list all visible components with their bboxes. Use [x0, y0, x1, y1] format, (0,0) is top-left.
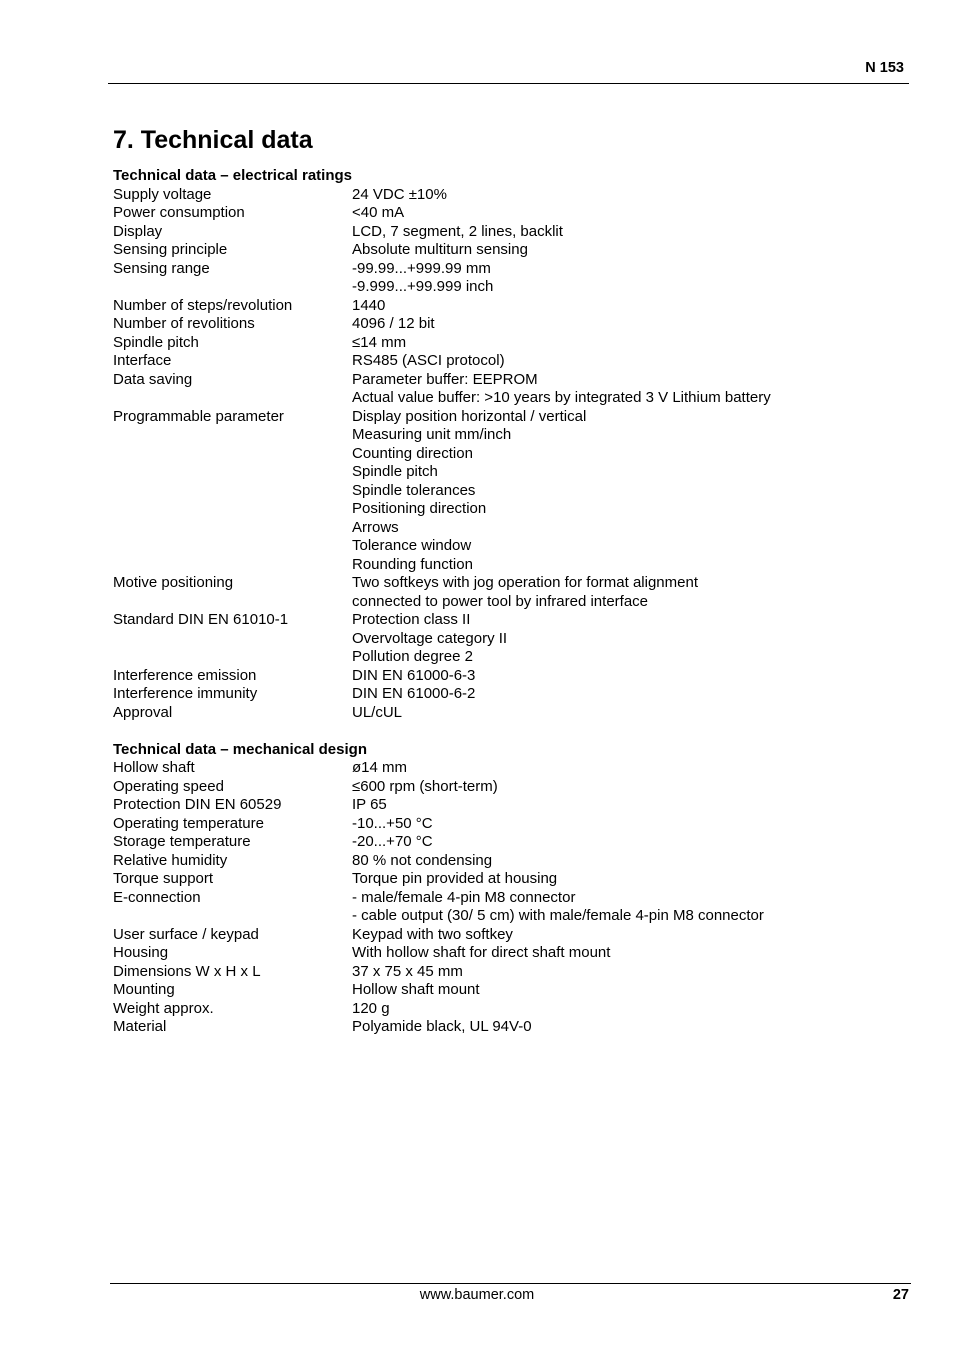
spec-values — [352, 260, 873, 297]
spec-row — [113, 944, 873, 963]
spec-value: DIN EN 61000-6-2 — [352, 685, 476, 702]
spec-value: Keypad with two softkey — [352, 925, 513, 943]
spec-value: Polyamide black, UL 94V-0 — [352, 1018, 532, 1035]
section-heading: Technical data – electrical ratings — [113, 167, 352, 184]
spec-value: -20...+70 °C — [352, 833, 433, 850]
spec-values — [352, 833, 873, 852]
spec-label: Sensing range — [113, 259, 210, 277]
spec-label: Number of revolitions — [113, 315, 255, 332]
spec-label: Storage temperature — [113, 833, 251, 850]
spec-value: Arrows — [352, 518, 399, 536]
spec-label: Sensing principle — [113, 241, 228, 258]
spec-value: Pollution degree 2 — [352, 648, 473, 665]
spec-value: Counting direction — [352, 444, 473, 462]
spec-value: -10...+50 °C — [352, 814, 433, 832]
spec-label: E-connection — [113, 888, 201, 906]
spec-row — [113, 260, 873, 297]
spec-row — [113, 704, 873, 723]
spec-value: -9.999...+99.999 inch — [352, 278, 494, 295]
spec-label: Housing — [113, 944, 169, 961]
spec-value: 120 g — [352, 999, 390, 1017]
spec-row — [113, 241, 873, 260]
spec-row — [113, 667, 873, 686]
spec-value: Protection class II — [352, 611, 471, 628]
spec-row — [113, 815, 873, 834]
spec-value: Tolerance window — [352, 537, 472, 554]
spec-values — [352, 926, 873, 945]
spec-value: - male/female 4-pin M8 connector — [352, 888, 576, 906]
document-code: N 153 — [865, 60, 904, 76]
spec-value: 24 VDC ±10% — [352, 185, 447, 203]
spec-value: - cable output (30/ 5 cm) with male/female 4-pin M8 connector — [352, 907, 764, 924]
spec-values — [352, 241, 873, 260]
spec-label: Data saving — [113, 370, 193, 388]
spec-row — [113, 371, 873, 408]
spec-label: Spindle pitch — [113, 333, 199, 351]
spec-values — [352, 870, 873, 889]
spec-label: Protection DIN EN 60529 — [113, 796, 282, 813]
spec-label: Operating temperature — [113, 814, 264, 832]
spec-value: ≤14 mm — [352, 333, 407, 351]
spec-label: Interface — [113, 352, 172, 369]
spec-values — [352, 352, 873, 371]
spec-label: Supply voltage — [113, 185, 212, 203]
section-spacer — [113, 722, 873, 741]
spec-values — [352, 371, 873, 408]
footer-divider — [110, 1283, 911, 1284]
spec-values — [352, 704, 873, 723]
spec-value: -99.99...+999.99 mm — [352, 259, 491, 277]
spec-row — [113, 334, 873, 353]
spec-value: <40 mA — [352, 204, 405, 221]
spec-values — [352, 1000, 873, 1019]
spec-values — [352, 408, 873, 575]
spec-value: connected to power tool by infrared interface — [352, 592, 649, 610]
spec-values — [352, 611, 873, 667]
spec-row — [113, 833, 873, 852]
spec-values — [352, 334, 873, 353]
spec-row — [113, 1000, 873, 1019]
spec-label: User surface / keypad — [113, 925, 259, 943]
spec-values — [352, 315, 873, 334]
spec-row — [113, 297, 873, 316]
spec-row — [113, 870, 873, 889]
spec-values — [352, 297, 873, 316]
spec-row — [113, 926, 873, 945]
spec-label: Hollow shaft — [113, 759, 195, 776]
spec-values — [352, 204, 873, 223]
spec-value: Two softkeys with jog operation for format alignment — [352, 574, 698, 591]
spec-values — [352, 815, 873, 834]
spec-label: Material — [113, 1018, 167, 1035]
spec-value: 4096 / 12 bit — [352, 315, 435, 332]
spec-value: 1440 — [352, 296, 386, 314]
spec-row — [113, 685, 873, 704]
spec-value: ≤600 rpm (short-term) — [352, 777, 498, 795]
spec-values — [352, 852, 873, 871]
spec-values — [352, 759, 873, 778]
spec-value: 37 x 75 x 45 mm — [352, 962, 463, 980]
spec-row — [113, 852, 873, 871]
spec-value: Measuring unit mm/inch — [352, 426, 512, 443]
spec-value: Display position horizontal / vertical — [352, 407, 587, 425]
spec-label: Torque support — [113, 870, 214, 887]
spec-label: Interference emission — [113, 666, 257, 684]
spec-value: Overvoltage category II — [352, 629, 508, 647]
spec-row — [113, 981, 873, 1000]
spec-values — [352, 796, 873, 815]
spec-row — [113, 315, 873, 334]
spec-label: Number of steps/revolution — [113, 296, 293, 314]
spec-label: Relative humidity — [113, 851, 228, 869]
spec-value: Spindle tolerances — [352, 481, 476, 499]
spec-values — [352, 963, 873, 982]
spec-label: Operating speed — [113, 777, 224, 795]
spec-value: Torque pin provided at housing — [352, 870, 558, 887]
spec-label: Weight approx. — [113, 999, 214, 1017]
spec-values — [352, 223, 873, 242]
spec-value: LCD, 7 segment, 2 lines, backlit — [352, 222, 563, 240]
spec-row — [113, 186, 873, 205]
spec-row — [113, 759, 873, 778]
spec-row — [113, 778, 873, 797]
spec-values — [352, 1018, 873, 1037]
spec-label: Power consumption — [113, 204, 245, 221]
spec-label: Standard DIN EN 61010-1 — [113, 611, 289, 628]
spec-value: Absolute multiturn sensing — [352, 241, 528, 258]
spec-row — [113, 574, 873, 611]
spec-row — [113, 204, 873, 223]
spec-label: Display — [113, 222, 163, 240]
spec-values — [352, 186, 873, 205]
spec-row — [113, 223, 873, 242]
spec-row — [113, 1018, 873, 1037]
spec-value: UL/cUL — [352, 703, 403, 721]
spec-value: With hollow shaft for direct shaft mount — [352, 944, 611, 961]
spec-label: Interference immunity — [113, 685, 258, 702]
spec-value: Actual value buffer: >10 years by integrated 3 V Lithium battery — [352, 389, 771, 406]
spec-value: Positioning direction — [352, 500, 487, 517]
spec-row — [113, 889, 873, 926]
spec-label: Motive positioning — [113, 574, 234, 591]
spec-label: Dimensions W x H x L — [113, 962, 261, 980]
technical-data-content — [113, 167, 873, 1037]
spec-values — [352, 667, 873, 686]
page-number: 27 — [892, 1287, 909, 1303]
spec-row — [113, 352, 873, 371]
spec-value: Parameter buffer: EEPROM — [352, 370, 538, 388]
footer-url: www.baumer.com — [419, 1287, 535, 1303]
spec-value: RS485 (ASCI protocol) — [352, 352, 505, 369]
spec-values — [352, 981, 873, 1000]
spec-row — [113, 611, 873, 667]
spec-value: Spindle pitch — [352, 463, 438, 480]
header-divider — [108, 83, 909, 84]
spec-values — [352, 944, 873, 963]
spec-value: IP 65 — [352, 796, 387, 813]
spec-row — [113, 408, 873, 575]
spec-value: Hollow shaft mount — [352, 981, 480, 998]
spec-row — [113, 796, 873, 815]
spec-values — [352, 574, 873, 611]
spec-label: Programmable parameter — [113, 407, 284, 425]
spec-values — [352, 889, 873, 926]
spec-value: 80 % not condensing — [352, 851, 493, 869]
spec-value: ø14 mm — [352, 759, 408, 776]
spec-values — [352, 685, 873, 704]
section-heading: Technical data – mechanical design — [113, 740, 367, 758]
spec-label: Approval — [113, 703, 173, 721]
page-title: 7. Technical data — [113, 126, 313, 154]
spec-values — [352, 778, 873, 797]
spec-label: Mounting — [113, 981, 175, 998]
spec-value: Rounding function — [352, 555, 473, 573]
spec-value: DIN EN 61000-6-3 — [352, 666, 476, 684]
spec-row — [113, 963, 873, 982]
